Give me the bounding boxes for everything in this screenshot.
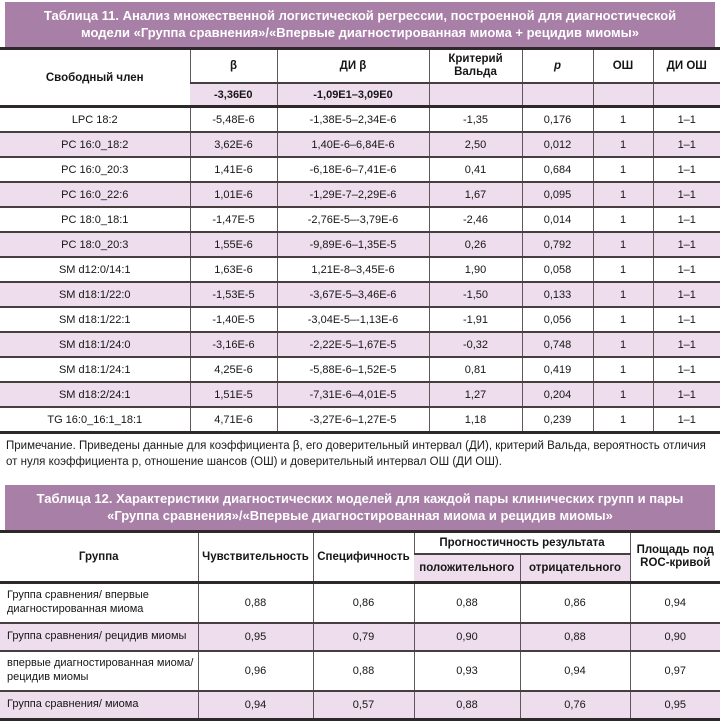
table11-col-beta: β bbox=[190, 49, 277, 84]
table-row: Группа сравнения/ рецидив миомы 0,95 0,79 0,90 0,88 0,90 bbox=[0, 623, 720, 651]
table-row: PC 16:0_20:3 1,41E-6 -6,18E-6–7,41E-6 0,41 0,684 1 1–1 bbox=[0, 157, 720, 182]
group-name: Группа сравнения/ рецидив миомы bbox=[0, 623, 198, 651]
lipid-name: SM d18:1/22:0 bbox=[0, 282, 190, 307]
lipid-name: SM d12:0/14:1 bbox=[58, 263, 131, 276]
table-row: SM d12:0/14:1 1,63E-6 1,21E-8–3,45E-6 1,90 0,058 1 1–1 bbox=[0, 257, 720, 282]
table11-intercept-label: Свободный член bbox=[0, 49, 190, 107]
table12-col-positive: положительного bbox=[414, 554, 520, 583]
lipid-name: SM d18:1/24:0 bbox=[0, 332, 190, 357]
table-row: SM d18:2/24:1 1,51E-5 -7,31E-6–4,01E-5 1,27 0,204 1 1–1 bbox=[0, 382, 720, 407]
intercept-ci-or-empty bbox=[653, 83, 720, 107]
table-row: SM d18:1/22:0 -1,53E-5 -3,67E-5–3,46E-6 -1,50 0,133 1 1–1 bbox=[0, 282, 720, 307]
table12-col-negative: отрицательного bbox=[520, 554, 630, 583]
table-row: Группа сравнения/ миома 0,94 0,57 0,88 0,76 0,95 bbox=[0, 691, 720, 720]
intercept-beta: -3,36E0 bbox=[190, 83, 277, 107]
table-11 bbox=[0, 47, 720, 434]
intercept-or-empty bbox=[593, 83, 653, 107]
table-row: SM d18:1/24:0 -3,16E-6 -2,22E-5–1,67E-5 -0,32 0,748 1 1–1 bbox=[0, 332, 720, 357]
lipid-name: SM d18:1/22:1 bbox=[58, 313, 131, 326]
table11-col-ci-or: ДИ ОШ bbox=[653, 49, 720, 84]
table-row: впервые диагностированная миома/ рецидив миомы 0,96 0,88 0,93 0,94 0,97 bbox=[0, 651, 720, 691]
table12-col-group: Группа bbox=[0, 532, 198, 583]
lipid-name: SM d18:1/24:1 bbox=[58, 363, 131, 376]
table-row: LPC 18:2 -5,48E-6 -1,38E-5–2,34E-6 -1,35 0,176 1 1–1 bbox=[0, 107, 720, 133]
table11-col-p: p bbox=[522, 49, 593, 84]
lipid-name: PC 16:0_22:6 bbox=[0, 182, 190, 207]
table11-title-band: Таблица 11. Анализ множественной логистической регрессии, построенной для диагностической модели «Группа сравнения»/«Впервые диагностированная миома + рецидив миомы» bbox=[5, 2, 715, 47]
lipid-name: PC 18:0_20:3 bbox=[0, 232, 190, 257]
table-row: SM d18:1/24:1 4,25E-6 -5,88E-6–1,52E-5 0,81 0,419 1 1–1 bbox=[0, 357, 720, 382]
table11-footnote: Примечание. Приведены данные для коэффициента β, его доверительный интервал (ДИ), критерий Вальда, вероятность отличия от нуля коэффициента p, отношение шансов (ОШ) и доверительный интервал ОШ (ДИ ОШ). bbox=[6, 440, 706, 468]
table11-header-row bbox=[0, 49, 720, 84]
intercept-ci-beta: -1,09E1–3,09E0 bbox=[277, 83, 429, 107]
lipid-name: TG 16:0_16:1_18:1 bbox=[47, 413, 143, 426]
table12-col-prognostic: Прогностичность результата bbox=[414, 532, 630, 555]
table-row: PC 18:0_20:3 1,55E-6 -9,89E-6–1,35E-5 0,26 0,792 1 1–1 bbox=[0, 232, 720, 257]
group-name: Группа сравнения/ впервые диагностированная миома bbox=[7, 589, 149, 616]
table11-col-ci-beta: ДИ β bbox=[277, 49, 429, 84]
table-row: SM d18:1/22:1 -1,40E-5 -3,04E-5–-1,13E-6 -1,91 0,056 1 1–1 bbox=[0, 307, 720, 332]
lipid-name: LPC 18:2 bbox=[71, 113, 118, 126]
table12-col-specificity: Специфичность bbox=[313, 532, 414, 583]
table11-col-or: ОШ bbox=[593, 49, 653, 84]
table-12 bbox=[0, 530, 720, 721]
table-row: PC 16:0_18:2 3,62E-6 1,40E-6–6,84E-6 2,50 0,012 1 1–1 bbox=[0, 132, 720, 157]
group-name: Группа сравнения/ миома bbox=[0, 691, 198, 720]
table-row: TG 16:0_16:1_18:1 4,71E-6 -3,27E-6–1,27E-5 1,18 0,239 1 1–1 bbox=[0, 407, 720, 433]
group-name: впервые диагностированная миома/ рецидив миомы bbox=[7, 657, 194, 684]
table12-col-auc: Площадь под ROC-кривой bbox=[630, 532, 720, 583]
lipid-name: PC 18:0_18:1 bbox=[61, 213, 129, 226]
table-row: PC 18:0_18:1 -1,47E-5 -2,76E-5–-3,79E-6 -2,46 0,014 1 1–1 bbox=[0, 207, 720, 232]
lipid-name: SM d18:2/24:1 bbox=[0, 382, 190, 407]
table11-col-wald: Критерий Вальда bbox=[429, 49, 522, 84]
table-row: Группа сравнения/ впервые диагностированная миома 0,88 0,86 0,88 0,86 0,94 bbox=[0, 583, 720, 624]
table12-title-band: Таблица 12. Характеристики диагностических моделей для каждой пары клинических групп и пары «Группа сравнения»/«Впервые диагностированная миома и рецидив миомы» bbox=[5, 485, 715, 530]
lipid-name: PC 16:0_18:2 bbox=[0, 132, 190, 157]
table12-header-row bbox=[0, 532, 720, 555]
lipid-name: PC 16:0_20:3 bbox=[61, 163, 129, 176]
intercept-p-empty bbox=[522, 83, 593, 107]
table-row: PC 16:0_22:6 1,01E-6 -1,29E-7–2,29E-6 1,67 0,095 1 1–1 bbox=[0, 182, 720, 207]
intercept-wald-empty bbox=[429, 83, 522, 107]
table12-col-sensitivity: Чувствительность bbox=[198, 532, 313, 583]
